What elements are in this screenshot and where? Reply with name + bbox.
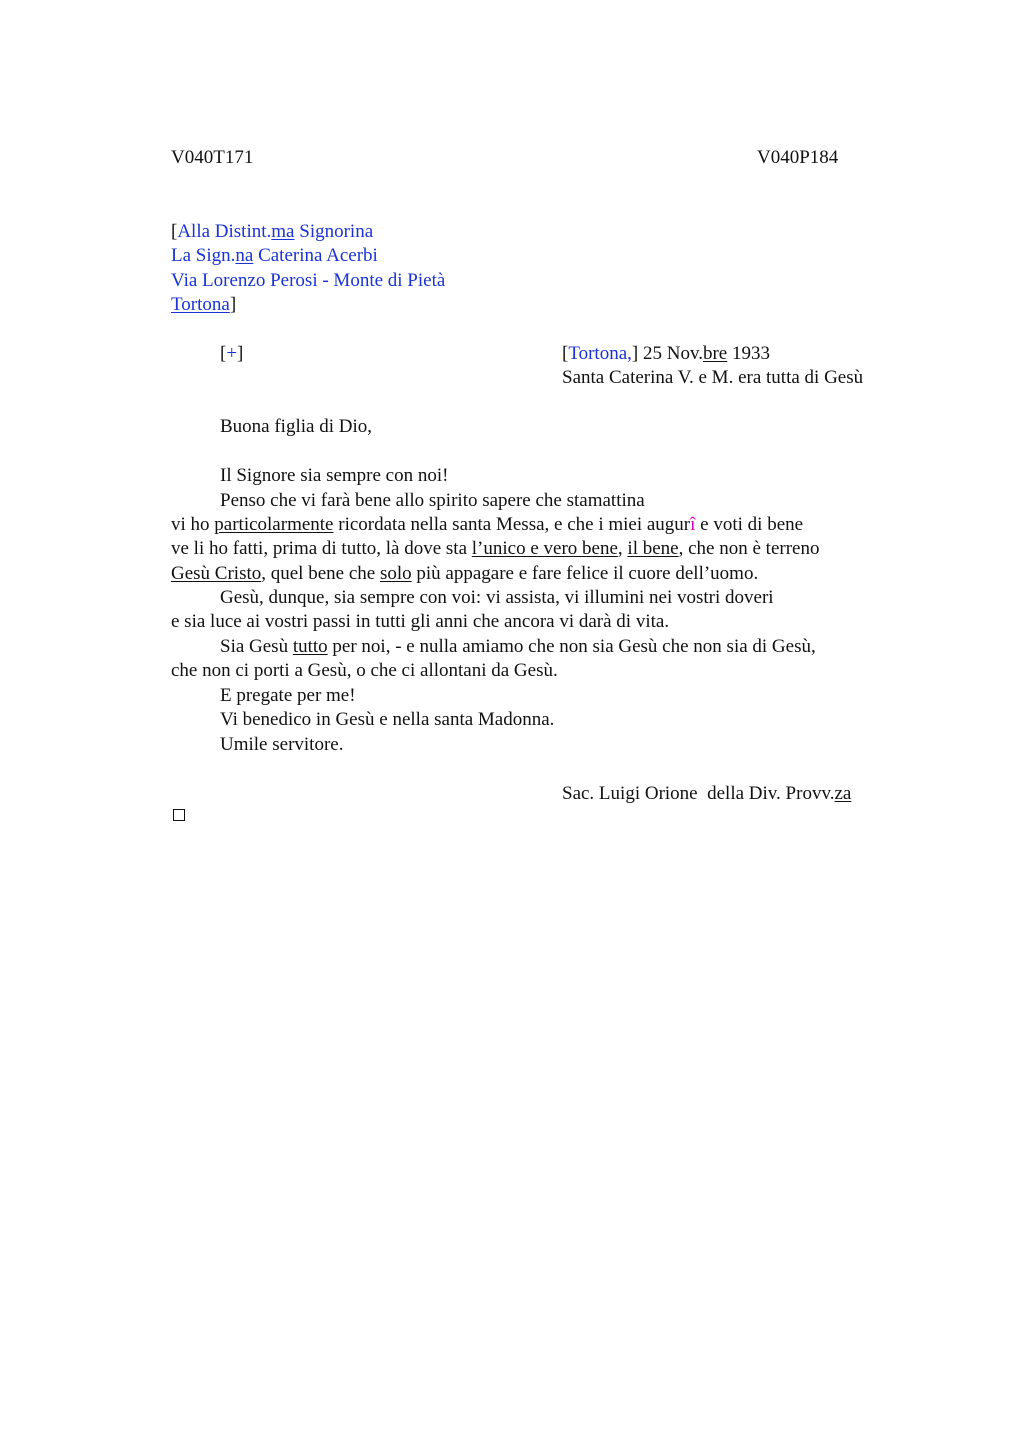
bracket-close: ] <box>237 343 244 364</box>
body-line-11: Vi benedico in Gesù e nella santa Madonna. <box>220 709 555 730</box>
document-code-right: V040P184 <box>757 147 839 168</box>
dateline-place: Tortona, <box>568 343 632 364</box>
salutation: Buona figlia di Dio, <box>220 416 372 437</box>
text-span: ve li ho fatti, prima di tutto, là dove sta <box>171 538 472 559</box>
bracket-open: [ <box>171 221 178 242</box>
body-line-5 <box>171 562 758 587</box>
bracket-close: ] <box>229 294 237 315</box>
underlined-text: solo <box>379 563 412 584</box>
underlined-text: particolarmente <box>214 514 334 535</box>
signature-text: Sac. Luigi Orione della Div. Provv. <box>562 783 835 804</box>
document-code-left: V040T171 <box>171 147 254 168</box>
underlined-text: l’unico e vero bene <box>471 538 618 559</box>
body-line-4 <box>171 537 819 562</box>
dateline-saint: Santa Caterina V. e M. era tutta di Gesù <box>562 367 864 388</box>
text-span: Sia Gesù <box>220 636 293 657</box>
address-line-3: Via Lorenzo Perosi - Monte di Pietà <box>171 270 446 291</box>
address-line-4 <box>171 293 236 318</box>
address-line-1 <box>171 220 373 245</box>
dateline <box>562 342 770 367</box>
underlined-text: tutto <box>292 636 328 657</box>
underlined-text: il bene <box>627 538 679 559</box>
body-line-8 <box>220 635 816 660</box>
underlined-text: Gesù Cristo <box>171 563 262 584</box>
address-name: Caterina Acerbi <box>253 245 378 266</box>
bracket-close: ] <box>631 343 639 364</box>
body-line-7: e sia luce ai vostri passi in tutti gli anni che ancora vi darà di vita. <box>171 611 670 632</box>
dateline-year: 1933 <box>727 343 770 364</box>
signature-abbrev: za <box>834 783 852 804</box>
body-line-2: Penso che vi farà bene allo spirito sapere che stamattina <box>220 490 645 511</box>
text-span: , <box>617 538 628 559</box>
address-abbrev: ma <box>271 221 295 242</box>
text-span: e voti di bene <box>695 514 804 535</box>
signature <box>562 782 851 807</box>
body-line-6: Gesù, dunque, sia sempre con voi: vi assista, vi illumini nei vostri doveri <box>220 587 774 608</box>
text-span: vi ho <box>171 514 215 535</box>
body-line-1: Il Signore sia sempre con noi! <box>220 465 449 486</box>
address-line-2 <box>171 244 378 269</box>
body-line-10: E pregate per me! <box>220 685 356 706</box>
body-line-12: Umile servitore. <box>220 734 344 755</box>
square-icon <box>173 809 185 821</box>
body-line-9: che non ci porti a Gesù, o che ci allontani da Gesù. <box>171 660 558 681</box>
cross-icon: + <box>226 343 238 364</box>
bracket-open: [ <box>220 343 227 364</box>
dateline-month-abbrev: bre <box>702 343 728 364</box>
address-salutation: Alla Distint. <box>177 221 272 242</box>
bracket-open: [ <box>562 343 569 364</box>
text-span: , quel bene che <box>261 563 380 584</box>
body-line-3 <box>171 513 803 538</box>
variant-character: î <box>690 514 696 535</box>
address-sign: La Sign. <box>171 245 236 266</box>
text-span: ricordata nella santa Messa, e che i miei augur <box>333 514 691 535</box>
text-span: per noi, - e nulla amiamo che non sia Gesù che non sia di Gesù, <box>327 636 816 657</box>
cross-mark <box>220 342 243 367</box>
dateline-date: 25 Nov. <box>638 343 703 364</box>
text-span: più appagare e fare felice il cuore dell’uomo. <box>411 563 759 584</box>
address-city: Tortona <box>171 294 230 315</box>
address-abbrev-2: na <box>235 245 254 266</box>
text-span: , che non è terreno <box>678 538 820 559</box>
address-title: Signorina <box>294 221 374 242</box>
